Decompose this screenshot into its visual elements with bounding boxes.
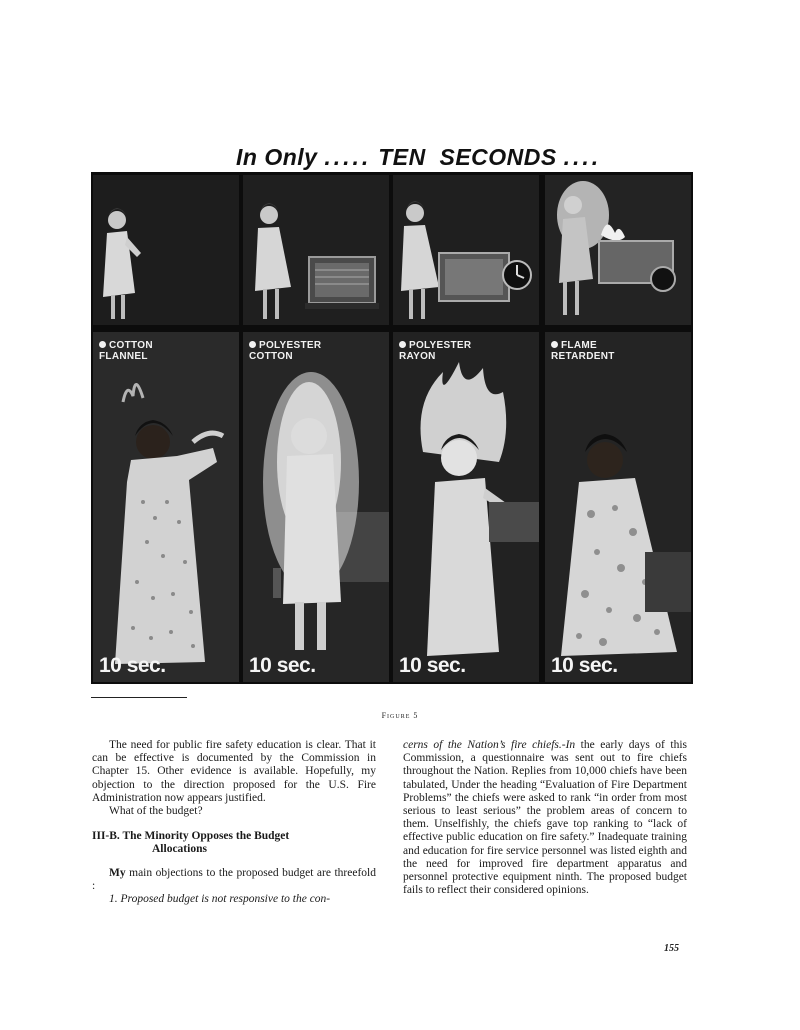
page-number: 155	[664, 943, 679, 954]
headline-ellipsis: .....	[324, 144, 372, 170]
headline-word: Only	[264, 144, 318, 170]
doll-flames-above-illustration	[393, 332, 539, 682]
doll-approaching-heater-illustration	[243, 175, 389, 325]
fabric-label: POLYESTER RAYON	[399, 340, 472, 362]
headline-word: SECONDS	[439, 144, 557, 170]
fabric-panel-flame-retardent	[545, 332, 691, 682]
footnote-rule	[91, 697, 187, 698]
figure-photo-grid	[91, 172, 693, 684]
bullet-dot	[399, 341, 406, 348]
bullet-dot	[99, 341, 106, 348]
fabric-panel-cotton-flannel	[93, 332, 239, 682]
dark-doll-floral-illustration	[545, 332, 691, 682]
headline-word: TEN	[378, 144, 426, 170]
section-heading-line: Allocations	[152, 843, 207, 856]
dark-doll-flannel-illustration	[93, 332, 239, 682]
doll-engulfed-illustration	[243, 332, 389, 682]
elapsed-time-label: 10 sec.	[249, 654, 316, 677]
doll-standing-illustration	[93, 175, 239, 325]
headline-word: In	[236, 144, 258, 170]
fabric-label: COTTON FLANNEL	[99, 340, 153, 362]
fabric-panel-polyester-rayon	[393, 332, 539, 682]
paragraph: My main objections to the proposed budget are threefold :	[92, 866, 376, 892]
bullet-dot	[551, 341, 558, 348]
section-heading	[92, 830, 376, 856]
fabric-label: POLYESTER COTTON	[249, 340, 322, 362]
photo-panel-top-2	[243, 175, 389, 325]
text-column-right	[403, 739, 687, 897]
paragraph: The need for public fire safety education is clear. That it can be effective is documented by the Commission in Chapter 15. Other evidence is available. Hopefully, my objection to the direction proposed for the U.S. Fire Administration now appears justified.	[92, 739, 376, 804]
bullet-dot	[249, 341, 256, 348]
photo-panel-top-3	[393, 175, 539, 325]
elapsed-time-label: 10 sec.	[399, 654, 466, 677]
headline-ellipsis: ....	[563, 144, 602, 170]
section-heading-line: III-B. The Minority Opposes the Budget	[92, 830, 290, 843]
paragraph: 1. Proposed budget is not responsive to the con-	[109, 893, 331, 906]
fabric-label: FLAME RETARDENT	[551, 340, 615, 362]
figure-caption: Figure 5	[381, 711, 419, 720]
text-column-left	[92, 739, 376, 906]
paragraph: cerns of the Nation’s fire chiefs.-In the early days of this Commission, a questionnaire was sent out to fire chiefs throughout the Nation. Replies from 10,000 chiefs have been tabulated, Under the heading “Evaluation of Fire Department Problems” the chiefs were asked to rank “in order from most serious to least serious” the problem areas of concern to them. Unselfishly, the chiefs gave top ranking to “lack of effective public education on fire safety.” Inadequate training and education for fire service personnel was listed eighth and the need for improved fire department apparatus and personnel protective equipment ninth. The proposed budget fails to reflect their considered opinions.	[403, 739, 687, 897]
elapsed-time-label: 10 sec.	[551, 654, 618, 677]
photo-panel-top-1	[93, 175, 239, 325]
doll-at-heater-clock-illustration	[393, 175, 539, 325]
photo-panel-top-4	[545, 175, 691, 325]
doll-ignites-illustration	[545, 175, 691, 325]
fabric-panel-polyester-cotton	[243, 332, 389, 682]
paragraph: What of the budget?	[109, 805, 203, 818]
elapsed-time-label: 10 sec.	[99, 654, 166, 677]
